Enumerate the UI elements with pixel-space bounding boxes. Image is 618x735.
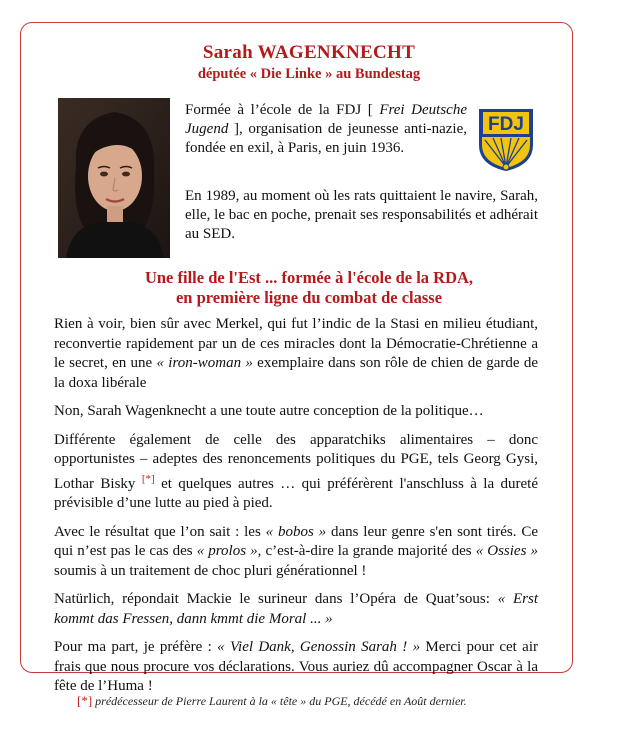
quote: « Ossies »: [475, 543, 538, 559]
body-text: soumis à un traitement de choc pluri générationnel !: [54, 562, 367, 579]
fdj-name: Frei Deutsche Jugend: [185, 102, 467, 137]
article-title: Sarah WAGENKNECHT: [202, 42, 416, 63]
body-text: et quelques autres … qui préférèrent l'anschluss à la dureté prévisible d’une lutte au pied à pied.: [54, 475, 539, 511]
fdj-emblem-icon: [477, 107, 535, 173]
body-paragraph-3: [54, 431, 538, 514]
quote: « bobos »: [265, 523, 327, 540]
fdj-emblem-text: FDJ: [488, 114, 524, 135]
body-paragraph-4: [54, 523, 538, 582]
intro-paragraph-2: En 1989, au moment où les rats quittaient le navire, Sarah, elle, le bac en poche, prenait ses responsabilités et adhérait au SED.: [185, 188, 538, 242]
footnote-marker[interactable]: [*]: [141, 472, 155, 485]
body-text: Merci pour cet air frais que nous procure vos déclarations. Vous auriez dû accompagner Oscar à la fête de l’Huma !: [54, 639, 539, 694]
body-paragraph-6: [54, 638, 538, 697]
portrait-photo: [58, 98, 170, 258]
body-text: Rien à voir, bien sûr avec Merkel, qui fut l’indic de la Stasi en milieu étudiant, reconvertie rapidement par un de ces miracles dont la Démocratie-Chrétienne a le secret, en une: [54, 316, 538, 371]
body-text: Pour ma part, je préfère :: [54, 639, 218, 655]
article-subtitle: députée « Die Linke » au Bundestag: [197, 66, 421, 82]
quote: « Viel Dank, Genossin Sarah ! »: [217, 639, 421, 655]
quote: « Erst kommt das Fressen, dann kmmt die Moral ... »: [54, 591, 538, 627]
quote: « iron-woman »: [156, 355, 253, 371]
body-text: Différente également de celle des apparatchiks alimentaires – donc opportunistes – adeptes des renoncements politiques du PGE, tels Georg Gysi, Lothar Bisky: [54, 431, 538, 492]
body-text: dans leur genre s'en sont tirés. Ce qui n’est pas le cas des: [54, 523, 538, 559]
intro-text: Formée à l’école de la FDJ [: [185, 102, 380, 118]
fdj-emblem-graphic: [477, 107, 535, 173]
body-text: Natürlich, répondait Mackie le surineur dans l’Opéra de Quat’sous:: [54, 591, 498, 607]
article-body: [54, 315, 538, 706]
section-heading-line-2: en première ligne du combat de classe: [175, 288, 443, 307]
section-heading-line-1: Une fille de l'Est ... formée à l'école de la RDA,: [144, 268, 474, 287]
body-paragraph-2: Non, Sarah Wagenknecht a une toute autre conception de la politique…: [54, 403, 484, 419]
body-paragraph-1: [54, 315, 538, 393]
footnote-text: prédécesseur de Pierre Laurent à la « tête » du PGE, décédé en Août dernier.: [92, 694, 467, 708]
body-text: exemplaire dans son rôle de chien de garde de la doxa libérale: [54, 355, 538, 391]
body-paragraph-5: [54, 590, 538, 629]
intro-text: ], organisation de jeunesse anti-nazie, fondée en exil, à Paris, en juin 1936.: [185, 121, 467, 156]
body-text: , c’est-à-dire la grande majorité des: [257, 543, 476, 559]
footnote: [77, 693, 467, 709]
section-heading: [0, 268, 618, 308]
portrait-image: [58, 98, 170, 258]
body-text: Avec le résultat que l’on sait : les: [54, 523, 266, 540]
footnote-star: [*]: [77, 693, 93, 708]
intro-paragraph-1: [185, 101, 467, 158]
quote: « prolos »: [196, 543, 258, 559]
